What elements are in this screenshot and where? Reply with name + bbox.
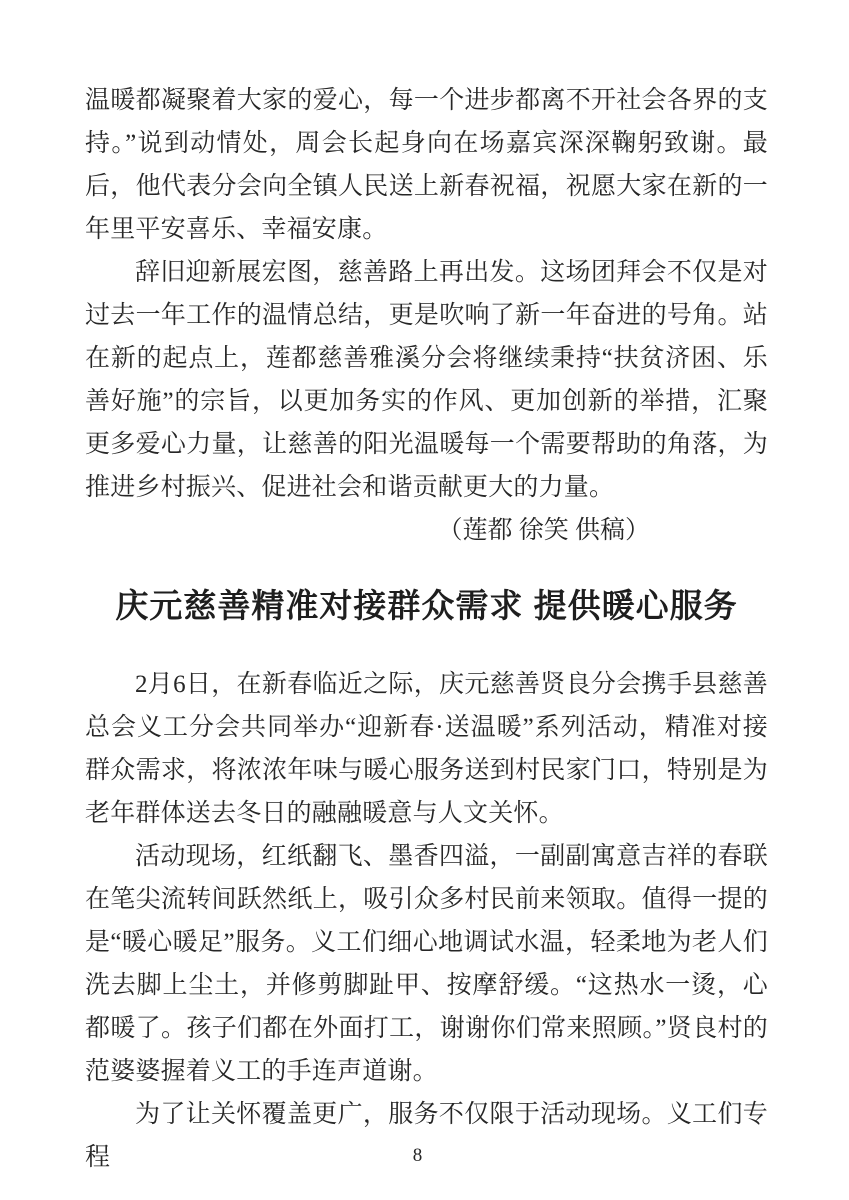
paragraph: 辞旧迎新展宏图，慈善路上再出发。这场团拜会不仅是对过去一年工作的温情总结，更是吹响了新一年奋进的号角。站在新的起点上，莲都慈善雅溪分会将继续秉持“扶贫济困、乐善好施”的宗旨，以更加务实的作风、更加创新的举措，汇聚更多爱心力量，让慈善的阳光温暖每一个需要帮助的角落，为推进乡村振兴、促进社会和谐贡献更大的力量。 <box>85 259 768 501</box>
article-byline: （莲都 徐笑 供稿） <box>437 517 650 544</box>
article-title: 庆元慈善精准对接群众需求 提供暖心服务 <box>115 587 738 624</box>
paragraph: 为了让关怀覆盖更广，服务不仅限于活动现场。义工们专程 <box>85 1101 768 1171</box>
page-content <box>85 0 768 1179</box>
page-number: 8 <box>412 1145 423 1166</box>
paragraph: 温暖都凝聚着大家的爱心，每一个进步都离不开社会各界的支持。”说到动情处，周会长起身向在场嘉宾深深鞠躬致谢。最后，他代表分会向全镇人民送上新春祝福，祝愿大家在新的一年里平安喜乐、幸福安康。 <box>85 87 768 243</box>
previous-article-continuation <box>85 79 768 552</box>
qingyuan-article <box>85 583 768 1179</box>
paragraph: 活动现场，红纸翻飞、墨香四溢，一副副寓意吉祥的春联在笔尖流转间跃然纸上，吸引众多村民前来领取。值得一提的是“暖心暖足”服务。义工们细心地调试水温，轻柔地为老人们洗去脚上尘土，并修剪脚趾甲、按摩舒缓。“这热水一烫，心都暖了。孩子们都在外面打工，谢谢你们常来照顾。”贤良村的范婆婆握着义工的手连声道谢。 <box>85 843 768 1085</box>
paragraph: 2月6日，在新春临近之际，庆元慈善贤良分会携手县慈善总会义工分会共同举办“迎新春·送温暖”系列活动，精准对接群众需求，将浓浓年味与暖心服务送到村民家门口，特别是为老年群体送去冬日的融融暖意与人文关怀。 <box>85 671 768 827</box>
